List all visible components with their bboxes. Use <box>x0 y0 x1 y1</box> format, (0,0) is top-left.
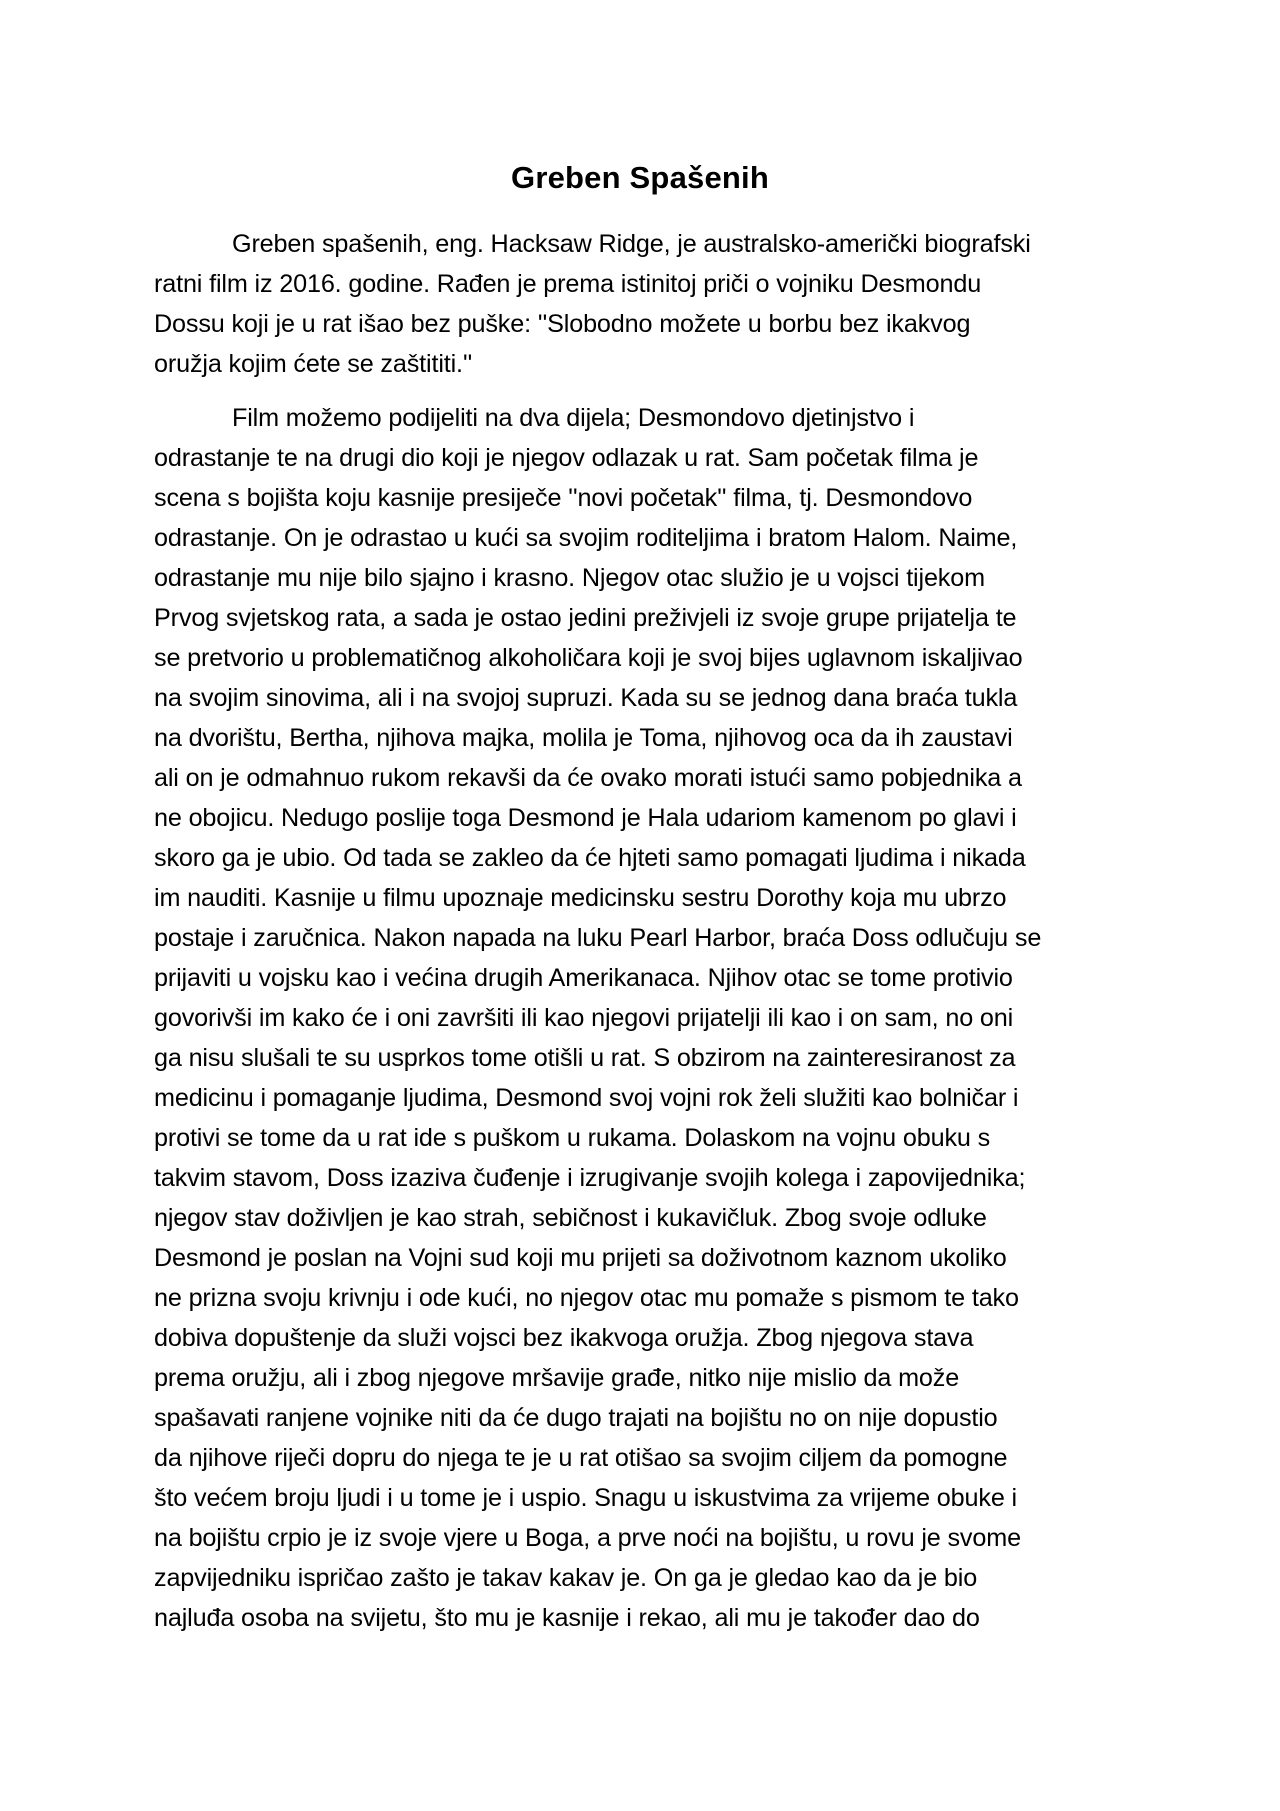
text-line: prema oružju, ali i zbog njegove mršavije građe, nitko nije mislio da može <box>154 1364 960 1392</box>
text-line: im nauditi. Kasnije u filmu upoznaje medicinsku sestru Dorothy koja mu ubrzo <box>154 884 1007 912</box>
paragraph-plot <box>154 398 1134 1638</box>
text-line: govorivši im kako će i oni završiti ili kao njegovi prijatelji ili kao i on sam, no oni <box>154 1004 1014 1032</box>
text-line: ali on je odmahnuo rukom rekavši da će ovako morati istući samo pobjednika a <box>154 764 1022 792</box>
text-line: skoro ga je ubio. Od tada se zakleo da će hjteti samo pomagati ljudima i nikada <box>154 844 1026 872</box>
text-line: odrastanje te na drugi dio koji je njegov odlazak u rat. Sam početak filma je <box>154 444 979 472</box>
text-line: odrastanje mu nije bilo sjajno i krasno. Njegov otac služio je u vojsci tijekom <box>154 564 985 592</box>
text-line: se pretvorio u problematičnog alkoholičara koji je svoj bijes uglavnom iskaljivao <box>154 644 1023 672</box>
text-line: da njihove riječi dopru do njega te je u rat otišao sa svojim ciljem da pomogne <box>154 1444 1008 1472</box>
document-title: Greben Spašenih <box>511 160 769 195</box>
text-line: dobiva dopuštenje da služi vojsci bez ikakvoga oružja. Zbog njegova stava <box>154 1324 974 1352</box>
text-line: na dvorištu, Bertha, njihova majka, molila je Toma, njihovog oca da ih zaustavi <box>154 724 1013 752</box>
text-line: scena s bojišta koju kasnije presiječe ''novi početak'' filma, tj. Desmondovo <box>154 484 973 512</box>
text-line: Greben spašenih, eng. Hacksaw Ridge, je australsko-američki biografski <box>232 230 1031 258</box>
text-line: najluđa osoba na svijetu, što mu je kasnije i rekao, ali mu je također dao do <box>154 1604 980 1632</box>
text-line: ga nisu slušali te su usprkos tome otišli u rat. S obzirom na zainteresiranost za <box>154 1044 1016 1072</box>
text-line: na svojim sinovima, ali i na svojoj supruzi. Kada su se jednog dana braća tukla <box>154 684 1018 712</box>
text-line: postaje i zaručnica. Nakon napada na luku Pearl Harbor, braća Doss odlučuju se <box>154 924 1042 952</box>
text-line: prijaviti u vojsku kao i većina drugih Amerikanaca. Njihov otac se tome protivio <box>154 964 1013 992</box>
text-line: protivi se tome da u rat ide s puškom u rukama. Dolaskom na vojnu obuku s <box>154 1124 991 1152</box>
text-line: Film možemo podijeliti na dva dijela; Desmondovo djetinjstvo i <box>232 404 915 432</box>
text-line: spašavati ranjene vojnike niti da će dugo trajati na bojištu no on nije dopustio <box>154 1404 998 1432</box>
text-line: što većem broju ljudi i u tome je i uspio. Snagu u iskustvima za vrijeme obuke i <box>154 1484 1017 1512</box>
text-line: ratni film iz 2016. godine. Rađen je prema istinitoj priči o vojniku Desmondu <box>154 270 982 298</box>
text-line: ne obojicu. Nedugo poslije toga Desmond je Hala udariom kamenom po glavi i <box>154 804 1017 832</box>
text-line: ne prizna svoju krivnju i ode kući, no njegov otac mu pomaže s pismom te tako <box>154 1284 1019 1312</box>
text-line: Dossu koji je u rat išao bez puške: ''Slobodno možete u borbu bez ikakvog <box>154 310 971 338</box>
text-line: Prvog svjetskog rata, a sada je ostao jedini preživjeli iz svoje grupe prijatelja te <box>154 604 1017 632</box>
text-line: na bojištu crpio je iz svoje vjere u Boga, a prve noći na bojištu, u rovu je svome <box>154 1524 1021 1552</box>
paragraph-intro <box>154 224 1134 384</box>
text-line: takvim stavom, Doss izaziva čuđenje i izrugivanje svojih kolega i zapovijednika; <box>154 1164 1026 1192</box>
text-line: njegov stav doživljen je kao strah, sebičnost i kukavičluk. Zbog svoje odluke <box>154 1204 987 1232</box>
text-line: odrastanje. On je odrastao u kući sa svojim roditeljima i bratom Halom. Naime, <box>154 524 1018 552</box>
text-line: zapvijedniku ispričao zašto je takav kakav je. On ga je gledao kao da je bio <box>154 1564 978 1592</box>
text-line: medicinu i pomaganje ljudima, Desmond svoj vojni rok želi služiti kao bolničar i <box>154 1084 1019 1112</box>
text-line: Desmond je poslan na Vojni sud koji mu prijeti sa doživotnom kaznom ukoliko <box>154 1244 1007 1272</box>
text-line: oružja kojim ćete se zaštititi.'' <box>154 350 473 378</box>
